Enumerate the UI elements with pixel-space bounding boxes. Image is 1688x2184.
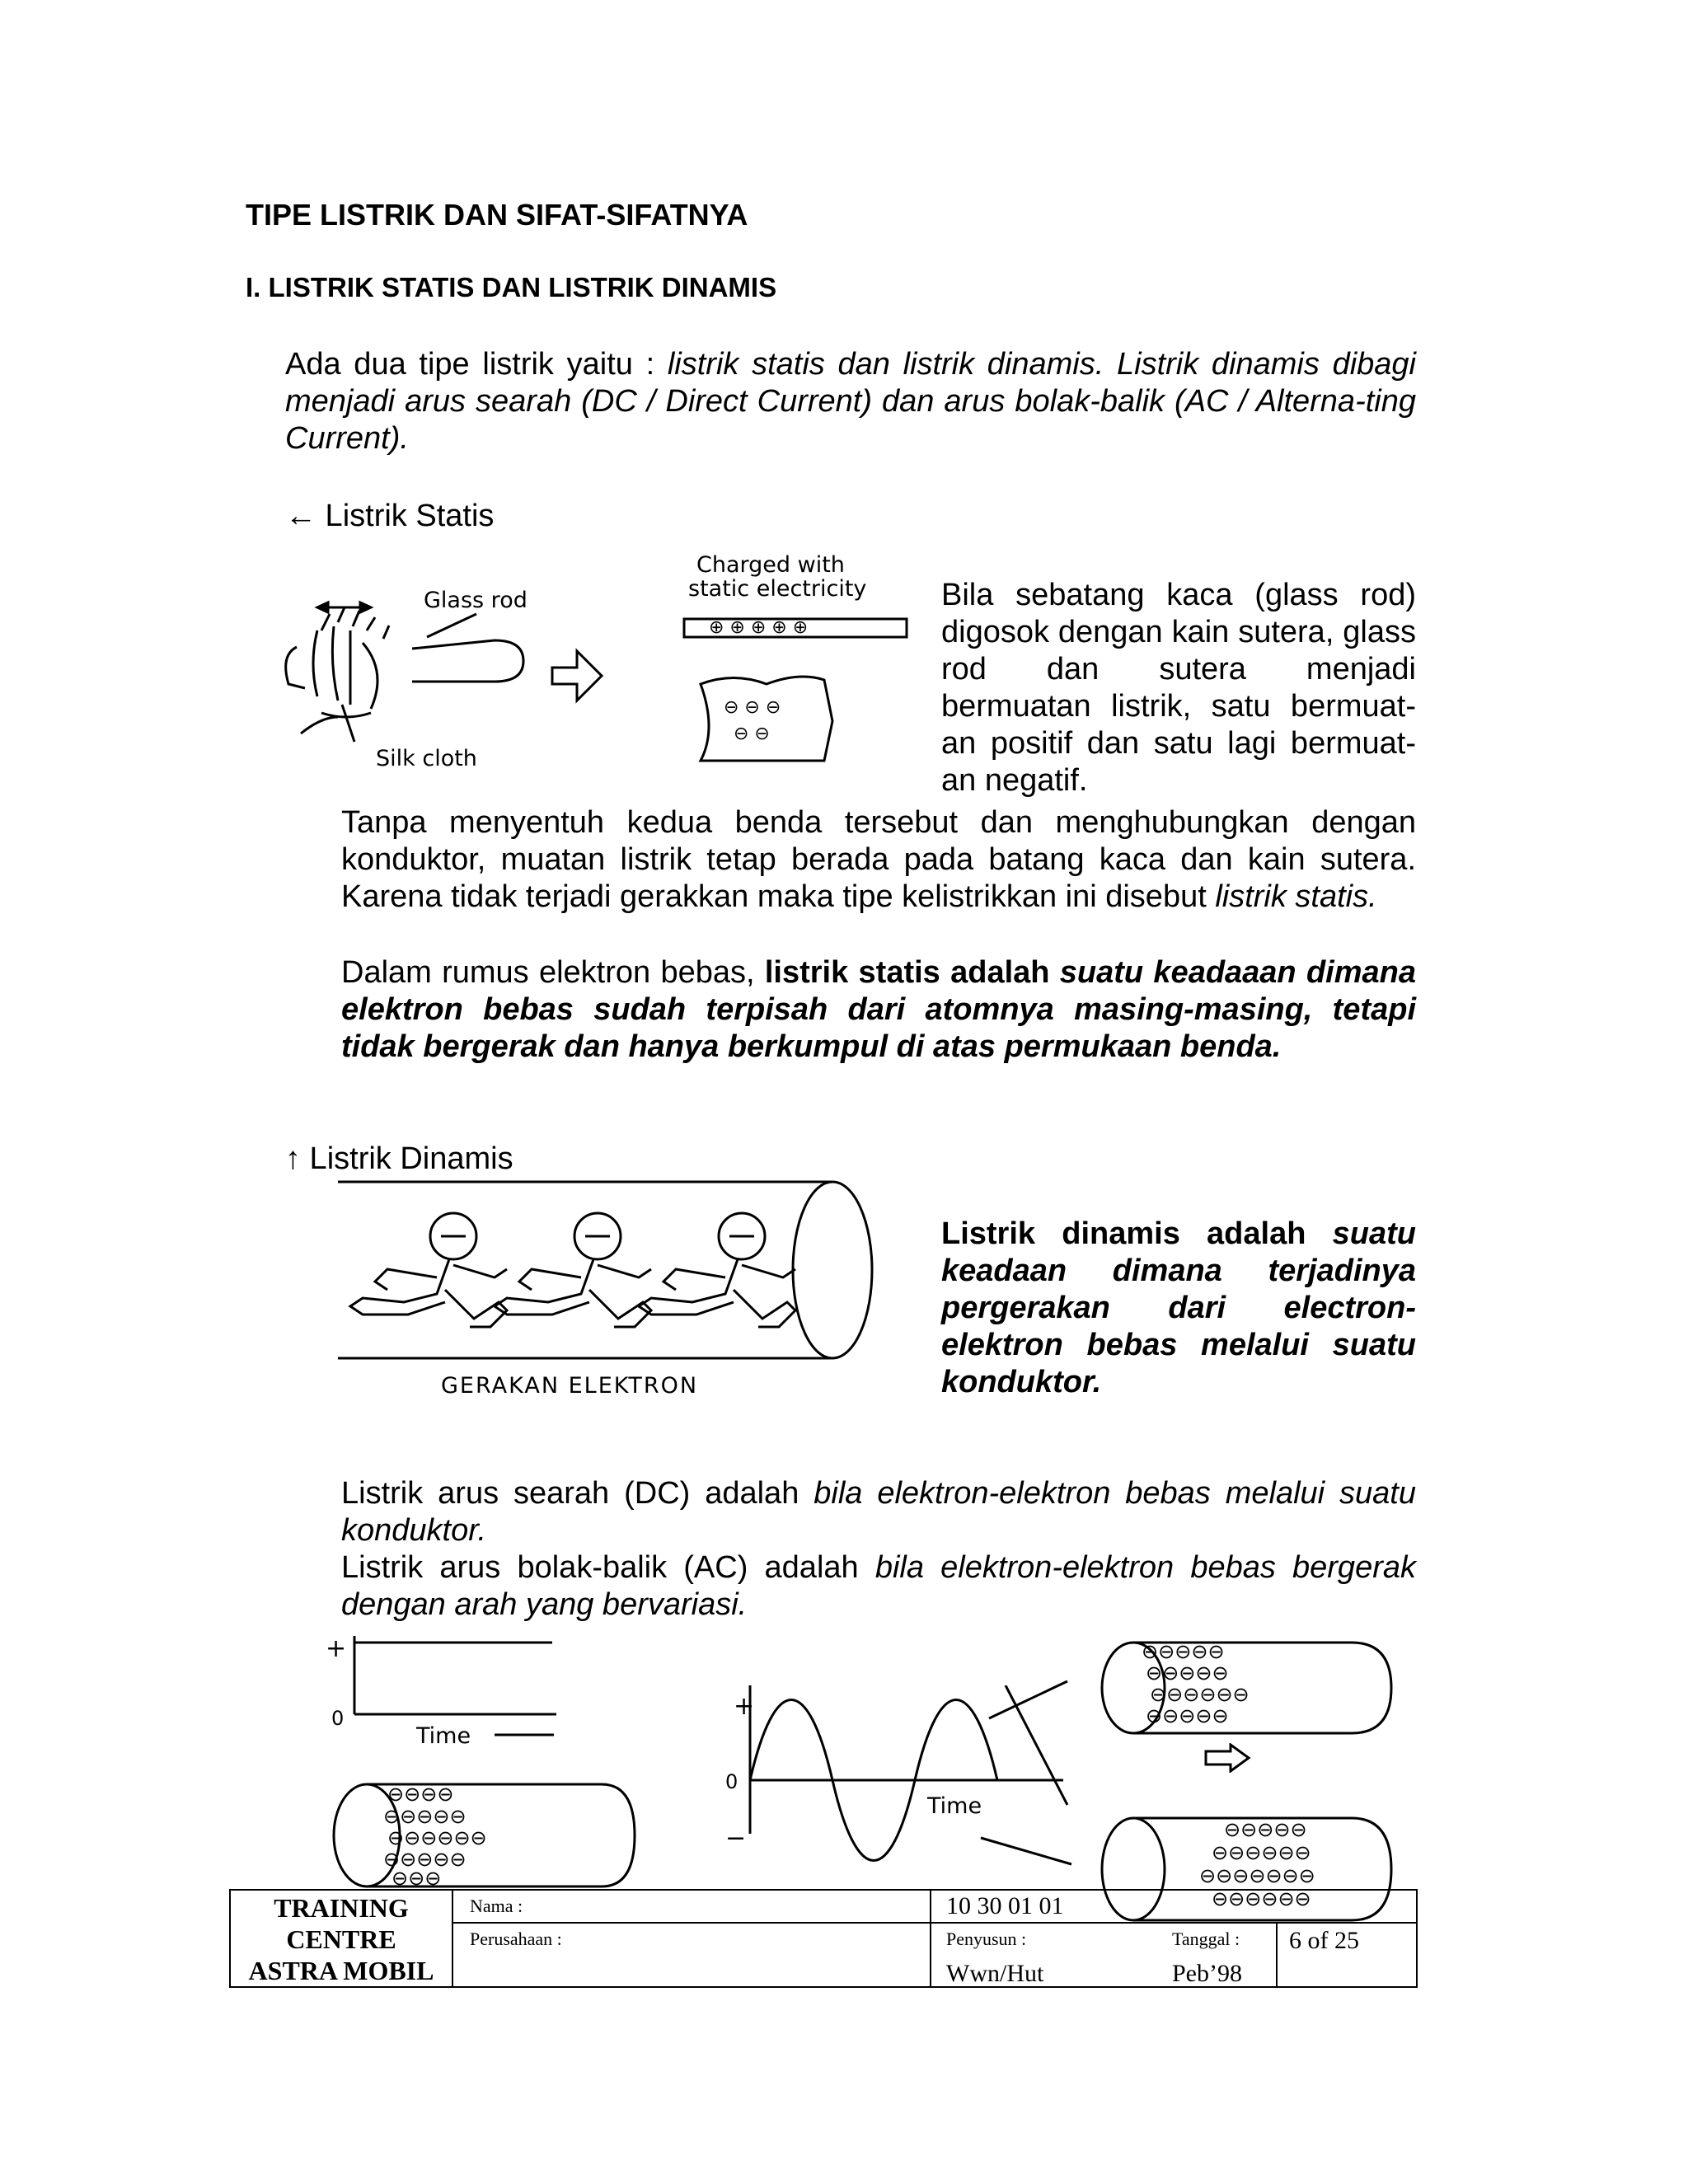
svg-text:⊖⊖⊖⊖⊖: ⊖⊖⊖⊖⊖ (383, 1848, 467, 1871)
static-para1-text: Tanpa menyentuh kedua benda tersebut dan menghubungkan dengan konduktor, muatan listrik tetap berada pada batang kaca dan kain sutera. Karena tidak terjadi gerakkan maka tipe kelistrikkan ini disebut (341, 805, 1416, 914)
svg-text:⊖⊖⊖⊖⊖: ⊖⊖⊖⊖⊖ (1224, 1818, 1307, 1841)
static-para1-italic: listrik statis. (1215, 879, 1377, 914)
svg-text:⊖⊖⊖⊖⊖⊖⊖: ⊖⊖⊖⊖⊖⊖⊖ (1199, 1864, 1315, 1887)
static-electricity-figure (272, 548, 923, 787)
hand-sketch (286, 626, 377, 742)
tanggal-cell (1170, 1924, 1276, 1986)
dc-text: Listrik arus searah (DC) adalah (341, 1476, 814, 1511)
dynamic-side-text (941, 1216, 1416, 1401)
org-line-3: ASTRA MOBIL (248, 1956, 434, 1985)
svg-text:⊖⊖⊖⊖⊖: ⊖⊖⊖⊖⊖ (383, 1805, 467, 1828)
glass-rod-label: Glass rod (424, 588, 528, 613)
conductor-end (793, 1182, 872, 1358)
document-code: 10 30 01 01 (946, 1892, 1064, 1919)
org-line-1: TRAINING (274, 1893, 409, 1923)
footer-table (229, 1889, 1418, 1988)
ac-zero-label: 0 (725, 1770, 738, 1793)
dc-zero-label: 0 (331, 1707, 345, 1730)
svg-text:⊖⊖⊖: ⊖⊖⊖ (392, 1867, 442, 1890)
glass-rod (412, 640, 523, 682)
svg-text:⊖⊖⊖⊖⊖: ⊖⊖⊖⊖⊖ (1146, 1704, 1229, 1727)
static-paragraph-2 (341, 954, 1416, 1066)
static-para2-bold: listrik statis adalah (764, 955, 1060, 990)
dc-graph (321, 1628, 569, 1751)
ac-time-label: Time (927, 1793, 982, 1819)
electron-movement-caption: GERAKAN ELEKTRON (441, 1373, 699, 1399)
running-electron (495, 1213, 651, 1327)
dynamic-side-bold: Listrik dinamis adalah (941, 1216, 1333, 1251)
ac-italic-text: bila elektron-elektron bebas bergerak dengan arah yang bervariasi. (341, 1550, 1416, 1622)
svg-text:⊕ ⊕ ⊕ ⊕ ⊕: ⊕ ⊕ ⊕ ⊕ ⊕ (709, 617, 809, 638)
charged-label-line2: static electricity (688, 576, 867, 602)
penyusun-value: Wwn/Hut (946, 1960, 1044, 1987)
intro-text: Ada dua tipe listrik yaitu : (285, 347, 668, 382)
page-title: TIPE LISTRIK DAN SIFAT-SIFATNYA (246, 198, 748, 232)
ac-conductor-top (1088, 1640, 1401, 1739)
nama-label: Nama : (470, 1896, 523, 1916)
nama-cell (453, 1891, 931, 1924)
svg-text:⊖⊖⊖⊖⊖⊖: ⊖⊖⊖⊖⊖⊖ (1150, 1683, 1250, 1706)
org-line-2: CENTRE (286, 1924, 396, 1954)
static-side-text: Bila sebatang kaca (glass rod) digosok dengan kain sutera, glass rod dan sutera menjadi bermuatan listrik, satu bermuat-an positif dan satu lagi bermuat-an negatif. (941, 578, 1416, 798)
dc-plus-label: + (326, 1634, 347, 1663)
svg-text:⊖⊖⊖⊖⊖: ⊖⊖⊖⊖⊖ (1146, 1661, 1229, 1685)
static-para2-bolditalic: suatu keadaaan dimana elektron bebas sudah terpisah dari atomnya masing-masing, tetapi tidak bergerak dan hanya berkumpul di atas permukaan benda. (341, 955, 1416, 1064)
ac-text: Listrik arus bolak-balik (AC) adalah (341, 1550, 875, 1585)
dynamic-side-bolditalic: suatu keadaan dimana terjadinya pergerakan dari electron-elektron bebas melalui suatu konduktor. (941, 1216, 1416, 1399)
svg-text:⊖⊖⊖⊖: ⊖⊖⊖⊖ (387, 1783, 454, 1806)
organization-cell (231, 1891, 453, 1986)
svg-text:⊖⊖⊖⊖⊖⊖: ⊖⊖⊖⊖⊖⊖ (1212, 1887, 1311, 1910)
dc-conductor-figure (321, 1780, 643, 1891)
dc-time-label: Time (416, 1723, 471, 1749)
penyusun-cell (931, 1924, 1170, 1986)
perusahaan-cell (453, 1924, 931, 1986)
ac-paragraph (341, 1549, 1416, 1624)
dc-paragraph (341, 1475, 1416, 1549)
svg-text:⊖ ⊖: ⊖ ⊖ (734, 724, 770, 744)
section-heading: I. LISTRIK STATIS DAN LISTRIK DINAMIS (246, 272, 777, 302)
penyusun-label: Penyusun : (946, 1929, 1027, 1949)
dynamic-heading: ↑ Listrik Dinamis (285, 1141, 513, 1176)
running-electron (350, 1213, 507, 1327)
ac-plus-label: + (734, 1692, 755, 1721)
svg-text:⊖⊖⊖⊖⊖: ⊖⊖⊖⊖⊖ (1142, 1640, 1225, 1663)
charged-cloth (701, 677, 832, 761)
static-heading: ← Listrik Statis (285, 499, 495, 533)
electron-movement-figure (330, 1179, 907, 1409)
ac-top-electrons (1142, 1640, 1250, 1727)
svg-text:⊖⊖⊖⊖⊖⊖: ⊖⊖⊖⊖⊖⊖ (1212, 1841, 1311, 1864)
ac-minus-label: − (725, 1824, 747, 1853)
tanggal-label: Tanggal : (1172, 1929, 1240, 1949)
charged-label-line1: Charged with (696, 552, 845, 578)
page-number-cell (1276, 1924, 1416, 1986)
intro-italic-text: listrik statis dan listrik dinamis. Listrik dinamis dibagi menjadi arus searah (DC / Direct Current) dan arus bolak-balik (AC / Alterna-ting Current). (285, 347, 1416, 456)
page-number: 6 of 25 (1289, 1927, 1359, 1954)
dc-electrons (383, 1783, 487, 1890)
perusahaan-label: Perusahaan : (470, 1929, 562, 1949)
dc-italic-text: bila elektron-elektron bebas melalui suatu konduktor. (341, 1476, 1416, 1548)
right-arrow-icon (552, 651, 602, 701)
right-arrow-icon (1203, 1743, 1253, 1773)
running-electron (639, 1213, 795, 1327)
intro-paragraph (285, 346, 1416, 457)
code-cell (931, 1891, 1416, 1924)
silk-cloth-label: Silk cloth (376, 746, 477, 771)
ac-pointer-lines (973, 1673, 1080, 1871)
static-paragraph-1 (341, 804, 1416, 916)
tanggal-value: Peb’98 (1172, 1960, 1242, 1987)
svg-text:⊖ ⊖ ⊖: ⊖ ⊖ ⊖ (724, 697, 781, 718)
static-para2-text: Dalam rumus elektron bebas, (341, 955, 765, 990)
svg-text:⊖⊖⊖⊖⊖⊖: ⊖⊖⊖⊖⊖⊖ (387, 1826, 487, 1849)
